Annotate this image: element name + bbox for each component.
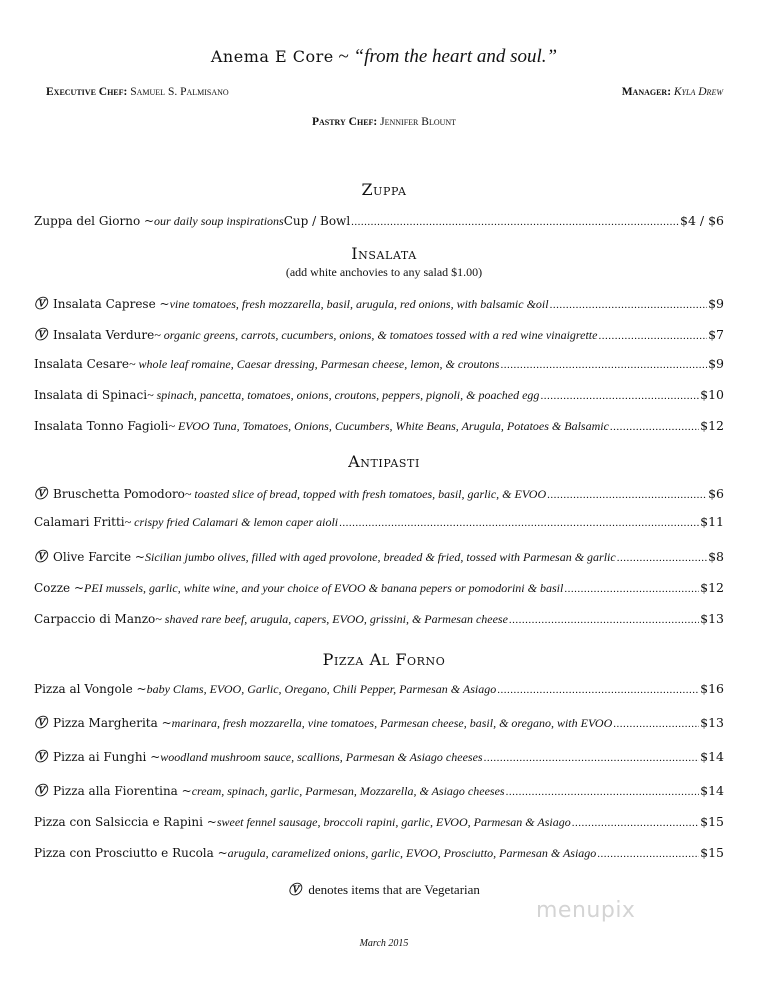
item-name: Olive Farcite ~	[53, 550, 145, 564]
vegetarian-mark: Ⓥ	[34, 549, 48, 564]
vegetarian-mark: Ⓥ	[34, 327, 48, 342]
item-price: $13	[700, 611, 724, 626]
item-price: $12	[700, 580, 724, 595]
section-title-zuppa: Zuppa	[361, 180, 407, 199]
vegetarian-mark: Ⓥ	[34, 715, 48, 730]
executive-chef-label: Executive Chef:	[46, 86, 128, 98]
insalata-note: (add white anchovies to any salad $1.00)	[285, 265, 483, 279]
item-size-options: Cup / Bowl	[283, 214, 351, 228]
vegetarian-mark: Ⓥ	[34, 783, 48, 798]
item-name: Pizza Margherita ~	[53, 716, 172, 730]
dot-leader	[506, 784, 700, 799]
dot-leader	[351, 214, 679, 229]
item-description: our daily soup inspirations	[154, 214, 284, 228]
manager-name: Kyla Drew	[673, 86, 723, 98]
title-separator: ~	[338, 46, 349, 67]
item-name: Bruschetta Pomodoro	[53, 487, 185, 501]
dot-leader	[550, 297, 708, 312]
section-title-pizza: Pizza Al Forno	[322, 650, 446, 669]
section-title-antipasti: Antipasti	[348, 452, 420, 471]
item-name: Zuppa del Giorno ~	[34, 214, 155, 228]
dot-leader	[484, 750, 700, 765]
menu-item	[34, 845, 724, 861]
item-description: vine tomatoes, fresh mozzarella, basil, arugula, red onions, with balsamic &oil	[169, 297, 549, 311]
item-name: Carpaccio di Manzo	[34, 612, 156, 626]
item-name: Insalata Cesare	[34, 357, 129, 371]
item-description: marinara, fresh mozzarella, vine tomatoes, Parmesan cheese, basil, & oregano, with EVOO	[171, 716, 613, 730]
vegetarian-legend	[0, 879, 768, 898]
item-description: woodland mushroom sauce, scallions, Parmesan & Asiago cheeses	[160, 750, 483, 764]
item-price: $6	[708, 486, 724, 501]
dot-leader	[613, 716, 699, 731]
item-price: $15	[700, 845, 724, 860]
item-name: Pizza alla Fiorentina ~	[53, 784, 192, 798]
manager-label: Manager:	[621, 86, 672, 98]
item-name: Insalata Verdure	[53, 328, 155, 342]
item-price: $13	[700, 715, 724, 730]
dot-leader	[572, 815, 699, 830]
dot-leader	[339, 515, 699, 530]
item-description: PEI mussels, garlic, white wine, and your choice of EVOO & banana pepers or pomodorini & basil	[84, 581, 564, 595]
pastry-chef	[0, 116, 768, 128]
dot-leader	[617, 550, 707, 565]
item-description: baby Clams, EVOO, Garlic, Oregano, Chili Pepper, Parmesan & Asiago	[146, 682, 497, 696]
executive-chef	[46, 86, 229, 98]
item-name: Insalata Tonno Fagioli	[34, 419, 169, 433]
item-description: ~ whole leaf romaine, Caesar dressing, Parmesan cheese, lemon, & croutons	[129, 357, 500, 371]
item-price: $7	[708, 327, 724, 342]
vegetarian-mark: Ⓥ	[34, 749, 48, 764]
item-name: Pizza con Prosciutto e Rucola ~	[34, 846, 228, 860]
executive-chef-name: Samuel S. Palmisano	[130, 86, 229, 98]
item-description: ~ EVOO Tuna, Tomatoes, Onions, Cucumbers, White Beans, Arugula, Potatoes & Balsamic	[168, 419, 609, 433]
item-price: $9	[708, 296, 724, 311]
item-price: $10	[700, 387, 724, 402]
menu-item	[34, 611, 724, 627]
menu-title	[0, 46, 768, 68]
section-title-insalata: Insalata	[351, 244, 417, 263]
watermark: menupix	[536, 898, 636, 923]
menu-item	[34, 780, 724, 799]
menu-date: March 2015	[359, 938, 409, 949]
menu-item	[34, 356, 724, 372]
item-description: ~ toasted slice of bread, topped with fresh tomatoes, basil, garlic, & EVOO	[184, 487, 547, 501]
item-name: Pizza al Vongole ~	[34, 682, 147, 696]
menu-item	[34, 483, 724, 502]
dot-leader	[597, 846, 699, 861]
item-price: $4 / $6	[680, 213, 724, 228]
menu-item	[34, 546, 724, 565]
item-description: ~ shaved rare beef, arugula, capers, EVOO, grissini, & Parmesan cheese	[155, 612, 508, 626]
menu-item	[34, 293, 724, 312]
menu-item	[34, 814, 724, 830]
vegetarian-mark: Ⓥ	[34, 296, 48, 311]
dot-leader	[564, 581, 699, 596]
item-description: cream, spinach, garlic, Parmesan, Mozzarella, & Asiago cheeses	[191, 784, 505, 798]
item-description: ~ organic greens, carrots, cucumbers, onions, & tomatoes tossed with a red wine vinaigrette	[154, 328, 598, 342]
item-description: Sicilian jumbo olives, filled with aged provolone, breaded & fried, tossed with Parmesan & garlic	[144, 550, 616, 564]
item-price: $12	[700, 418, 724, 433]
item-description: ~ spinach, pancetta, tomatoes, onions, croutons, peppers, pignoli, & poached egg	[147, 388, 540, 402]
vegetarian-mark: Ⓥ	[34, 486, 48, 501]
item-description: ~ crispy fried Calamari & lemon caper aioli	[124, 515, 339, 529]
item-name: Pizza ai Funghi ~	[53, 750, 161, 764]
item-name: Cozze ~	[34, 581, 85, 595]
item-price: $14	[700, 783, 724, 798]
pastry-chef-label: Pastry Chef:	[311, 116, 378, 128]
vegetarian-mark: Ⓥ	[288, 882, 302, 897]
dot-leader	[610, 419, 699, 434]
menu-item	[34, 746, 724, 765]
item-price: $15	[700, 814, 724, 829]
item-description: arugula, caramelized onions, garlic, EVOO, Prosciutto, Parmesan & Asiago	[227, 846, 597, 860]
item-price: $8	[708, 549, 724, 564]
menu-item	[34, 213, 724, 229]
item-price: $11	[700, 514, 724, 529]
menu-item	[34, 324, 724, 343]
dot-leader	[500, 357, 707, 372]
manager	[622, 86, 723, 98]
dot-leader	[547, 487, 707, 502]
item-name: Calamari Fritti	[34, 515, 125, 529]
dot-leader	[540, 388, 699, 403]
vegetarian-legend-text: denotes items that are Vegetarian	[308, 882, 480, 897]
item-price: $16	[700, 681, 724, 696]
item-price: $14	[700, 749, 724, 764]
tagline: “from the heart and soul.”	[353, 46, 558, 67]
menu-item	[34, 712, 724, 731]
menu-item	[34, 681, 724, 697]
restaurant-name: Anema E Core	[210, 47, 334, 66]
menu-item	[34, 580, 724, 596]
menu-item	[34, 418, 724, 434]
menu-item	[34, 514, 724, 530]
item-name: Insalata di Spinaci	[34, 388, 148, 402]
item-name: Insalata Caprese ~	[53, 297, 170, 311]
dot-leader	[598, 328, 707, 343]
dot-leader	[497, 682, 699, 697]
menu-item	[34, 387, 724, 403]
item-description: sweet fennel sausage, broccoli rapini, garlic, EVOO, Parmesan & Asiago	[216, 815, 571, 829]
item-name: Pizza con Salsiccia e Rapini ~	[34, 815, 217, 829]
item-price: $9	[708, 356, 724, 371]
pastry-chef-name: Jennifer Blount	[380, 116, 457, 128]
dot-leader	[509, 612, 699, 627]
